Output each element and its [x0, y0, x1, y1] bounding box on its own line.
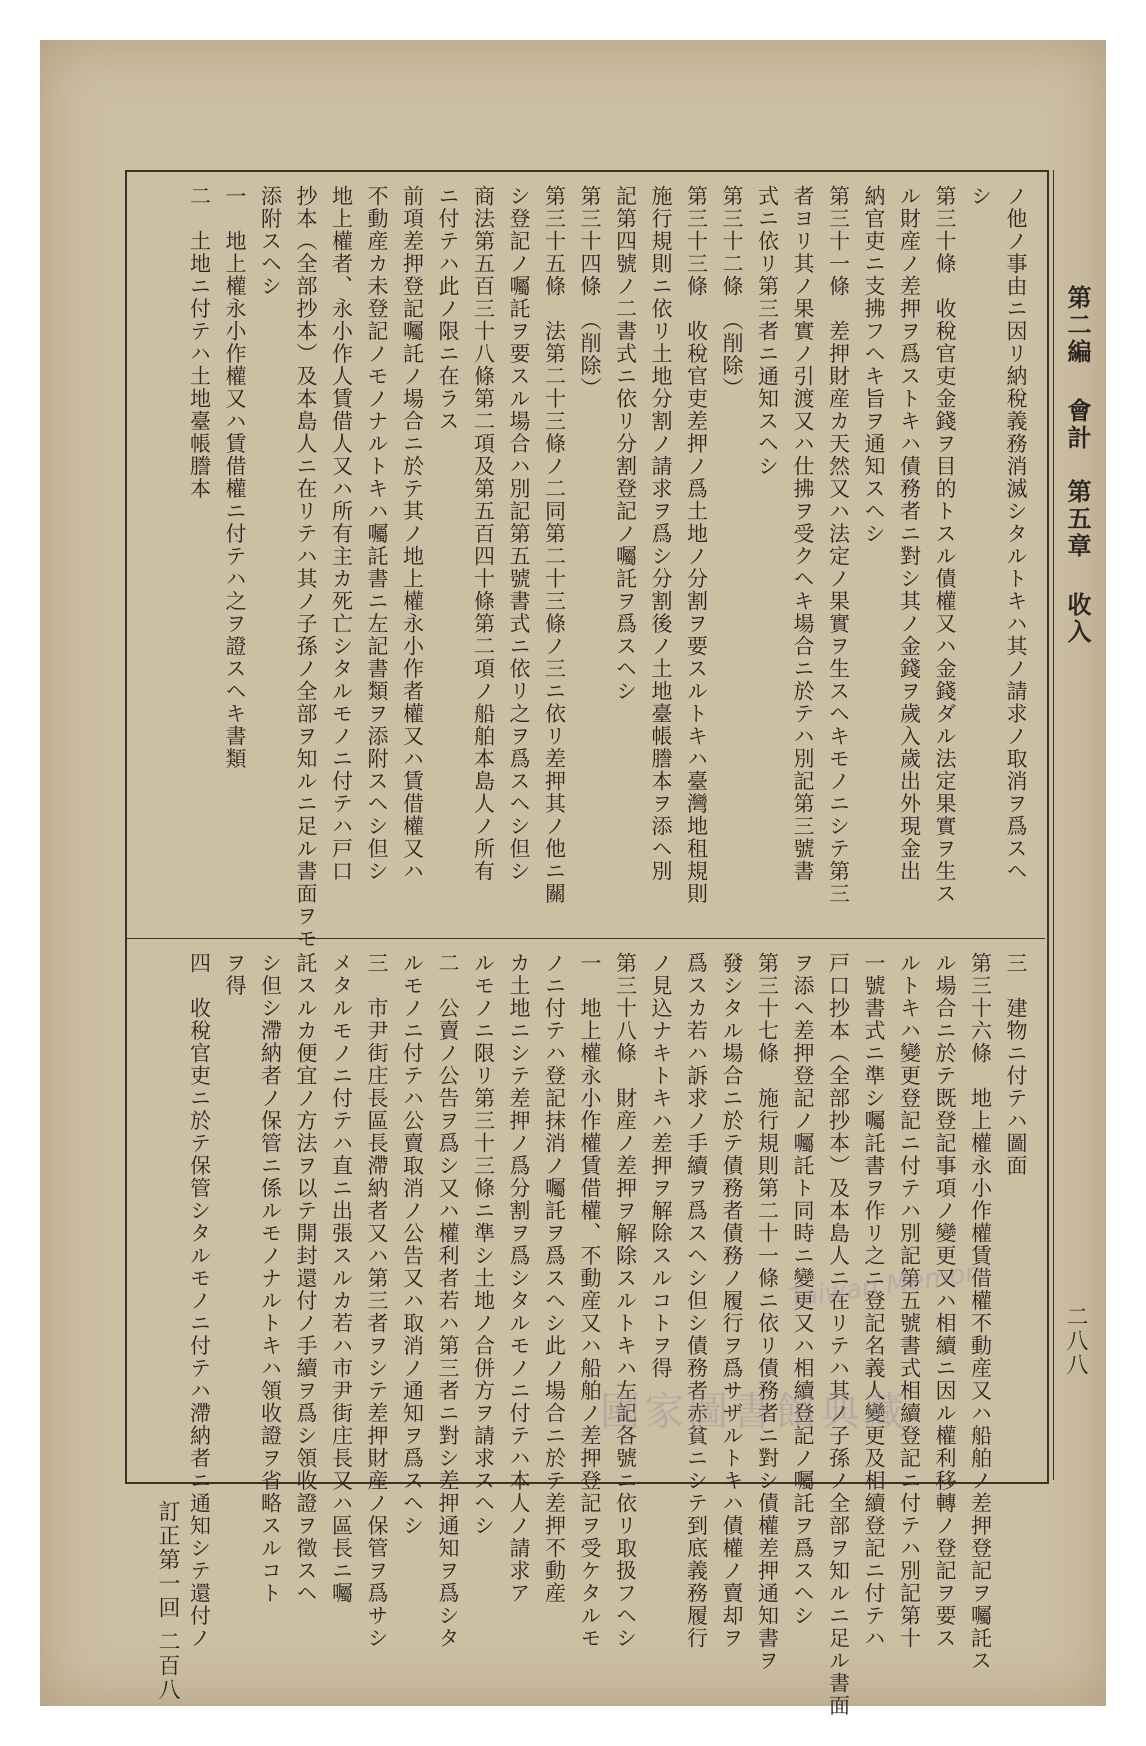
edition-note: 訂正第一回	[155, 1500, 180, 1620]
footer-page-number: 二百八	[155, 1630, 180, 1702]
text-column: ニ付テハ此ノ限ニ在ラス	[436, 185, 460, 433]
text-column: ノ見込ナキトキハ差押ヲ解除スルコトヲ得	[649, 952, 673, 1380]
text-column: ヲ得	[223, 952, 247, 997]
page-number: 二八八	[1063, 1305, 1088, 1377]
text-column: 爲スカ若ハ訴求ノ手續ヲ爲スヘシ但シ債務者赤貧ニシテ到底義務履行	[684, 952, 709, 1650]
frame-outer-rule	[1053, 170, 1054, 1480]
frame-divider	[125, 938, 1045, 939]
text-column: 前項差押登記囑託ノ場合ニ於テ其ノ地上權永小作者權又ハ賃借權又ハ	[400, 185, 425, 883]
watermark-english: Taiwan Memory	[786, 1255, 994, 1315]
text-column: 商法第五百三十八條第二項及第五百四十條第二項ノ船舶本島人ノ所有	[471, 185, 496, 883]
text-column: 第三十八條 財産ノ差押ヲ解除スルトキハ左記各號ニ依リ取扱フヘシ	[613, 952, 638, 1650]
text-column: 抄本（全部抄本）及本島人ニ在リテハ其ノ子孫ノ全部ヲ知ルニ足ル書面ヲモ	[294, 185, 318, 950]
document-page	[40, 40, 1106, 1717]
text-column: 託スルカ便宜ノ方法ヲ以テ開封還付ノ手續ヲ爲シ領收證ヲ徵スヘ	[294, 952, 318, 1605]
text-column: 施行規則ニ依リ土地分割ノ請求ヲ爲シ分割後ノ土地臺帳謄本ヲ添ヘ別	[649, 185, 673, 883]
text-column: シ但シ滯納者ノ保管ニ係ルモノナルトキハ領收證ヲ省略スルコト	[258, 952, 283, 1605]
text-column: 二 土地ニ付テハ土地臺帳謄本	[187, 185, 212, 500]
text-column: 四 收稅官吏ニ於テ保管シタルモノニ付テハ滯納者ニ通知シテ還付ノ	[187, 952, 212, 1650]
text-column: 一 地上權永小作權又ハ賃借權ニ付テハ之ヲ證スヘキ書類	[223, 185, 247, 770]
text-column: 第三十一條 差押財産カ天然又ハ法定ノ果實ヲ生スヘキモノニシテ第三	[826, 185, 851, 905]
text-column: 第三十條 收稅官吏金錢ヲ目的トスル債權又ハ金錢ダル法定果實ヲ生ス	[933, 185, 957, 905]
text-column: 者ヨリ其ノ果實ノ引渡又ハ仕拂ヲ受クヘキ場合ニ於テハ別記第三號書	[791, 185, 815, 883]
text-column: 添附スヘシ	[258, 185, 283, 298]
text-column: ルトキハ變更登記ニ付テハ別記第五號書式相續登記ニ付テハ別記第十	[897, 952, 922, 1650]
text-column: ノニ付テハ登記抹消ノ囑託ヲ爲スヘシ此ノ場合ニ於テ差押不動産	[542, 952, 567, 1605]
text-column: ヲ添ヘ差押登記ノ囑託ト同時ニ變更又ハ相續登記ノ囑託ヲ爲スヘシ	[791, 952, 815, 1627]
watermark-chinese: 國家圖書館典藏	[600, 1389, 908, 1435]
text-column: 發シタル場合ニ於テ債務者債務ノ履行ヲ爲サザルトキハ債權ノ賣却ヲ	[720, 952, 744, 1650]
text-column: 三 建物ニ付テハ圖面	[1004, 952, 1028, 1177]
text-column: ル財産ノ差押ヲ爲ストキハ債務者ニ對シ其ノ金錢ヲ歲入歲出外現金出	[897, 185, 922, 883]
text-column: カ土地ニシテ差押ノ爲分割ヲ爲シタルモノニ付テハ本人ノ請求ア	[507, 952, 531, 1605]
text-column: 一號書式ニ準シ囑託書ヲ作リ之ニ登記名義人變更及相續登記ニ付テハ	[862, 952, 886, 1650]
text-column: 三 市尹街庄長區長滯納者又ハ第三者ヲシテ差押財産ノ保管ヲ爲サシ	[365, 952, 389, 1650]
text-column: メタルモノニ付テハ直ニ出張スルカ若ハ市尹街庄長又ハ區長ニ囑	[329, 952, 354, 1605]
text-column: 二 公賣ノ公告ヲ爲シ又ハ權利者若ハ第三者ニ對シ差押通知ヲ爲シタ	[436, 952, 460, 1650]
text-column: 戸口抄本（全部抄本）及本島人ニ在リテハ其ノ子孫ノ全部ヲ知ルニ足ル書面	[826, 952, 851, 1717]
text-column: ノ他ノ事由ニ因リ納稅義務消滅シタルトキハ其ノ請求ノ取消ヲ爲スヘ	[1004, 185, 1028, 883]
text-column: ル場合ニ於テ既登記事項ノ變更又ハ相續ニ因ル權利移轉ノ登記ヲ要ス	[933, 952, 957, 1650]
running-head: 第二編 會計 第五章 收入	[1063, 285, 1092, 646]
text-column: 式ニ依リ第三者ニ通知スヘシ	[755, 185, 780, 478]
text-column: 納官吏ニ支拂フヘキ旨ヲ通知スヘシ	[862, 185, 886, 545]
text-column: 地上權者、永小作人賃借人又ハ所有主カ死亡シタルモノニ付テハ戸口	[329, 185, 354, 883]
text-column: 第三十七條 施行規則第二十一條ニ依リ債務者ニ對シ債權差押通知書ヲ	[755, 952, 780, 1672]
text-column: 第三十六條 地上權永小作權賃借權不動産又ハ船舶ノ差押登記ヲ囑託ス	[968, 952, 993, 1672]
text-column: 一 地上權永小作權賃借權、不動産又ハ船舶ノ差押登記ヲ受ケタルモ	[578, 952, 602, 1650]
text-column: ルモノニ付テハ公賣取消ノ公告又ハ取消ノ通知ヲ爲スヘシ	[400, 952, 425, 1537]
text-column: ルモノニ限リ第三十三條ニ準シ土地ノ合併方ヲ請求スヘシ	[471, 952, 496, 1537]
text-column: 不動産カ未登記ノモノナルトキハ囑託書ニ左記書類ヲ添附スヘシ但シ	[365, 185, 389, 883]
text-column: 第三十三條 收稅官吏差押ノ爲土地ノ分割ヲ要スルトキハ臺灣地租規則	[684, 185, 709, 905]
text-column: 第三十四條 （削除）	[578, 185, 602, 400]
text-column: 第三十二條 （削除）	[720, 185, 744, 400]
text-column: 第三十五條 法第二十三條ノ二同第二十三條ノ三ニ依リ差押其ノ他ニ關	[542, 185, 567, 905]
text-column: 記第四號ノ二書式ニ依リ分割登記ノ囑託ヲ爲スヘシ	[613, 185, 638, 703]
text-column: シ	[968, 185, 993, 208]
text-column: シ登記ノ囑託ヲ要スル場合ハ別記第五號書式ニ依リ之ヲ爲スヘシ但シ	[507, 185, 531, 883]
